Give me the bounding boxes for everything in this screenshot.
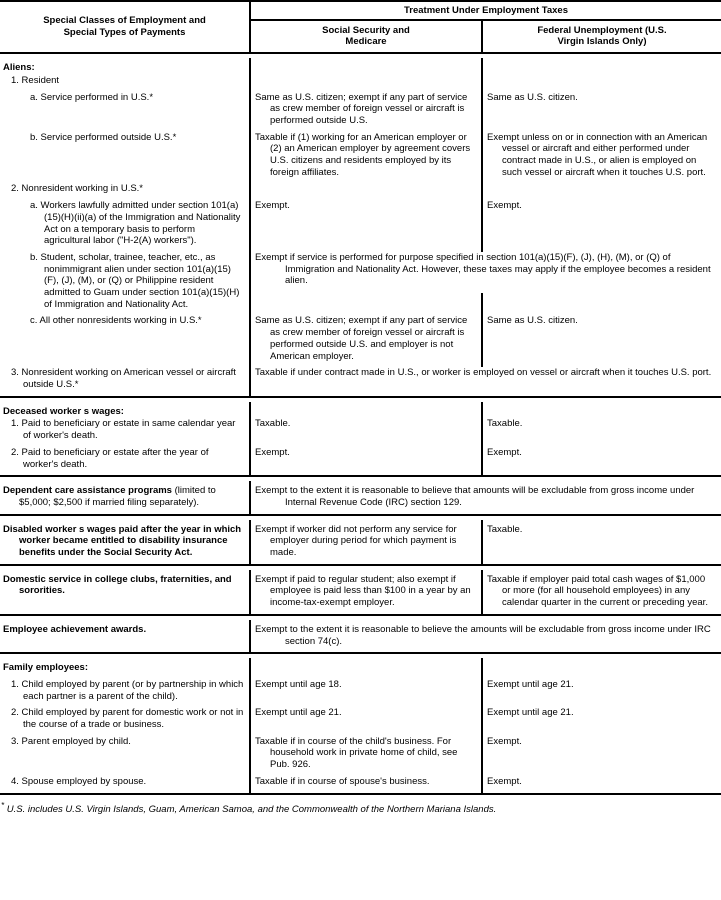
federal-unemployment-cell <box>481 736 721 776</box>
row-aliens-heading <box>0 54 721 75</box>
treatment-text: Same as U.S. citizen; exempt if any part of service as crew member of foreign vessel or aircraft is performed outside U.S. and employer is not American employer. <box>255 315 468 362</box>
row-aliens-2b <box>0 252 721 316</box>
class-cell <box>0 520 249 564</box>
treatment-text: Taxable. <box>487 523 523 535</box>
treatment-text: Taxable if under contract made in U.S., or worker is employed on vessel or aircraft when it touches U.S. port. <box>255 367 712 379</box>
section-domestic-service <box>0 564 721 614</box>
footnote-text: U.S. includes U.S. Virgin Islands, Guam, American Samoa, and the Commonwealth of the Northern Mariana Islands. <box>4 803 497 815</box>
treatment-text: Exempt if service is performed for purpose specified in section 101(a)(15)(F), (J), (H), (M), or (Q) of Immigration and Nationality Act. However, these taxes may apply if the employee becomes a resident alien. <box>255 251 711 287</box>
class-cell <box>0 418 249 446</box>
header-special-classes-label: Special Classes of Employment and Special Types of Payments <box>43 15 206 39</box>
federal-unemployment-cell <box>481 132 721 184</box>
treatment-text: Exempt until age 21. <box>255 707 342 719</box>
social-security-cell <box>249 707 481 735</box>
class-cell <box>0 679 249 707</box>
row-aliens-1a <box>0 92 721 132</box>
disabled-label: Disabled worker s wages paid after the year in which worker became entitled to disability insurance benefits under the Social Security Act. <box>3 523 242 559</box>
aliens-item2c-label: c. All other nonresidents working in U.S.* <box>30 315 202 327</box>
achievement-label: Employee achievement awards. <box>3 623 147 635</box>
treatment-text: Exempt until age 21. <box>487 678 574 690</box>
class-cell <box>0 776 249 793</box>
treatment-text: Taxable. <box>255 418 291 430</box>
treatment-text: Exempt if worker did not perform any service for employer during period for which payment is made. <box>255 523 457 559</box>
class-cell <box>0 447 249 475</box>
treatment-text: Exempt to the extent it is reasonable to believe the amounts will be excludable from gross income under IRC section 74(c). <box>255 623 711 647</box>
dependent-care-label-rest: (limited to $5,000; $2,500 if married filing separately). <box>19 485 216 508</box>
federal-unemployment-cell <box>481 707 721 735</box>
row-family-1 <box>0 679 721 707</box>
class-cell <box>0 570 249 614</box>
section-aliens <box>0 52 721 396</box>
row-deceased-heading <box>0 398 721 419</box>
treatment-text: Same as U.S. citizen; exempt if any part of service as crew member of foreign vessel or aircraft is performed outside U.S. <box>255 91 468 126</box>
treatment-text: Exempt until age 18. <box>255 678 342 690</box>
treatment-text: Taxable. <box>487 418 523 430</box>
class-cell <box>0 736 249 776</box>
class-cell <box>0 367 249 395</box>
federal-unemployment-cell <box>481 520 721 564</box>
class-cell <box>0 252 249 316</box>
aliens-heading: Aliens: <box>3 62 35 74</box>
deceased-item1-label: 1. Paid to beneficiary or estate in same calendar year of worker's death. <box>11 418 236 442</box>
section-deceased-worker-wages <box>0 396 721 476</box>
empty-cell <box>481 402 721 419</box>
header-subcolumns <box>251 21 721 52</box>
social-security-cell <box>249 92 481 132</box>
empty-cell <box>481 75 721 92</box>
row-aliens-1b <box>0 132 721 184</box>
treatment-text: Exempt until age 21. <box>487 707 574 719</box>
row-family-2 <box>0 707 721 735</box>
social-security-cell <box>249 200 481 252</box>
dependent-care-label-bold: Dependent care assistance programs <box>3 485 172 497</box>
social-security-cell <box>249 736 481 776</box>
federal-unemployment-cell <box>481 679 721 707</box>
treatment-text: Taxable if in course of the child's business. For household work in private home of child, see Pub. 926. <box>255 735 458 771</box>
treatment-text: Taxable if employer paid total cash wages of $1,000 or more (for all household employees) in any calendar quarter in the current or preceding year. <box>487 573 708 609</box>
header-social-security-label: Social Security and Medicare <box>322 24 410 48</box>
federal-unemployment-cell <box>481 315 721 367</box>
empty-cell <box>481 58 721 75</box>
section-disabled-worker-wages <box>0 514 721 564</box>
class-cell <box>0 481 249 513</box>
row-domestic-service <box>0 566 721 614</box>
aliens-item1-label: 1. Resident <box>11 74 60 86</box>
federal-unemployment-cell <box>481 92 721 132</box>
row-employee-achievement <box>0 616 721 652</box>
empty-cell <box>249 58 481 75</box>
row-family-4 <box>0 776 721 793</box>
row-dependent-care <box>0 477 721 513</box>
row-aliens-1-resident <box>0 75 721 92</box>
class-cell <box>0 620 249 652</box>
treatment-text: Exempt. <box>487 735 522 747</box>
class-cell <box>0 707 249 735</box>
row-aliens-2c <box>0 315 721 367</box>
row-aliens-2a <box>0 200 721 252</box>
empty-cell <box>249 75 481 92</box>
class-cell <box>0 132 249 184</box>
combined-treatment-cell <box>249 252 721 316</box>
class-cell <box>0 315 249 367</box>
federal-unemployment-cell <box>481 447 721 475</box>
table-header <box>0 2 721 52</box>
header-federal-unemployment <box>481 21 721 52</box>
section-dependent-care <box>0 475 721 513</box>
treatment-text: Same as U.S. citizen. <box>487 315 578 327</box>
section-employee-achievement <box>0 614 721 652</box>
dependent-care-label <box>3 485 244 508</box>
family-item1-label: 1. Child employed by parent (or by partnership in which each partner is a parent of the child). <box>11 678 244 702</box>
class-cell <box>0 75 249 92</box>
class-cell <box>0 183 249 200</box>
footnote <box>1 800 721 816</box>
header-treatment: Treatment Under Employment Taxes <box>251 2 721 21</box>
combined-treatment-cell <box>249 367 721 395</box>
treatment-text: Same as U.S. citizen. <box>487 91 578 103</box>
treatment-text: Exempt. <box>255 200 290 212</box>
treatment-text: Exempt if paid to regular student; also exempt if employee is paid less than $100 in a year by an income-tax-exempt employer. <box>255 573 471 609</box>
social-security-cell <box>249 520 481 564</box>
combined-treatment-cell <box>249 620 721 652</box>
aliens-item3-label: 3. Nonresident working on American vessel or aircraft outside U.S.* <box>11 367 236 390</box>
aliens-item2b-label: b. Student, scholar, trainee, teacher, etc., as nonimmigrant alien under section 101(a)(15)(F), (J), (M), or (Q) or Philippine resident admitted to Guam under section 101(a)(15)(H) of Immigration and Nationality Act. <box>30 251 240 310</box>
header-treatment-group <box>249 2 721 52</box>
federal-unemployment-cell <box>481 570 721 614</box>
row-family-heading <box>0 654 721 679</box>
header-social-security <box>251 21 481 52</box>
row-aliens-2-nonresident <box>0 183 721 200</box>
social-security-cell <box>249 570 481 614</box>
federal-unemployment-cell <box>481 200 721 252</box>
social-security-cell <box>249 418 481 446</box>
empty-cell <box>249 658 481 679</box>
row-aliens-3 <box>0 367 721 395</box>
section-family-employees <box>0 652 721 792</box>
family-item2-label: 2. Child employed by parent for domestic work or not in the course of a trade or business. <box>11 707 244 731</box>
social-security-cell <box>249 447 481 475</box>
aliens-item2-label: 2. Nonresident working in U.S.* <box>11 183 144 195</box>
treatment-text: Taxable if (1) working for an American employer or (2) an American employer by agreement covers U.S. citizens and residents employed by its foreign affiliates. <box>255 131 471 178</box>
footnote-asterisk: * <box>1 800 5 810</box>
federal-unemployment-cell <box>481 418 721 446</box>
aliens-item1b-label: b. Service performed outside U.S.* <box>30 131 177 143</box>
aliens-item2a-label: a. Workers lawfully admitted under section 101(a)(15)(H)(ii)(a) of the Immigration and Nationality Act on a temporary basis to perform agricultural labor ("H-2(A) workers"). <box>30 200 241 247</box>
treatment-text: Exempt. <box>255 446 290 458</box>
family-heading: Family employees: <box>3 662 89 674</box>
family-item3-label: 3. Parent employed by child. <box>11 735 131 747</box>
aliens-item1a-label: a. Service performed in U.S.* <box>30 91 154 103</box>
empty-cell <box>249 183 481 200</box>
row-deceased-2 <box>0 447 721 475</box>
social-security-cell <box>249 315 481 367</box>
class-cell <box>0 200 249 252</box>
header-federal-unemployment-label: Federal Unemployment (U.S. Virgin Islands Only) <box>537 24 667 48</box>
column-divider <box>481 293 483 316</box>
empty-cell <box>249 402 481 419</box>
treatment-text: Taxable if in course of spouse's business. <box>255 775 430 787</box>
social-security-cell <box>249 776 481 793</box>
treatment-text: Exempt. <box>487 446 522 458</box>
treatment-text: Exempt to the extent it is reasonable to believe that amounts will be excludable from gross income under Internal Revenue Code (IRC) section 129. <box>255 485 695 508</box>
social-security-cell <box>249 679 481 707</box>
treatment-text: Exempt. <box>487 200 522 212</box>
treatment-text: Exempt. <box>487 775 522 787</box>
treatment-text: Exempt unless on or in connection with an American vessel or aircraft and either performed under contract made in U.S., or alien is employed on such vessel or aircraft when it touches U.S. port. <box>487 131 708 178</box>
header-special-classes <box>0 2 249 52</box>
deceased-item2-label: 2. Paid to beneficiary or estate after the year of worker's death. <box>11 446 209 470</box>
family-item4-label: 4. Spouse employed by spouse. <box>11 775 147 787</box>
class-cell <box>0 92 249 132</box>
deceased-heading: Deceased worker s wages: <box>3 405 124 417</box>
social-security-cell <box>249 132 481 184</box>
combined-treatment-cell <box>249 481 721 513</box>
row-deceased-1 <box>0 418 721 446</box>
domestic-label: Domestic service in college clubs, fraternities, and sororities. <box>3 573 232 597</box>
federal-unemployment-cell <box>481 776 721 793</box>
empty-cell <box>481 183 721 200</box>
row-family-3 <box>0 736 721 776</box>
empty-cell <box>481 658 721 679</box>
row-disabled-worker <box>0 516 721 564</box>
